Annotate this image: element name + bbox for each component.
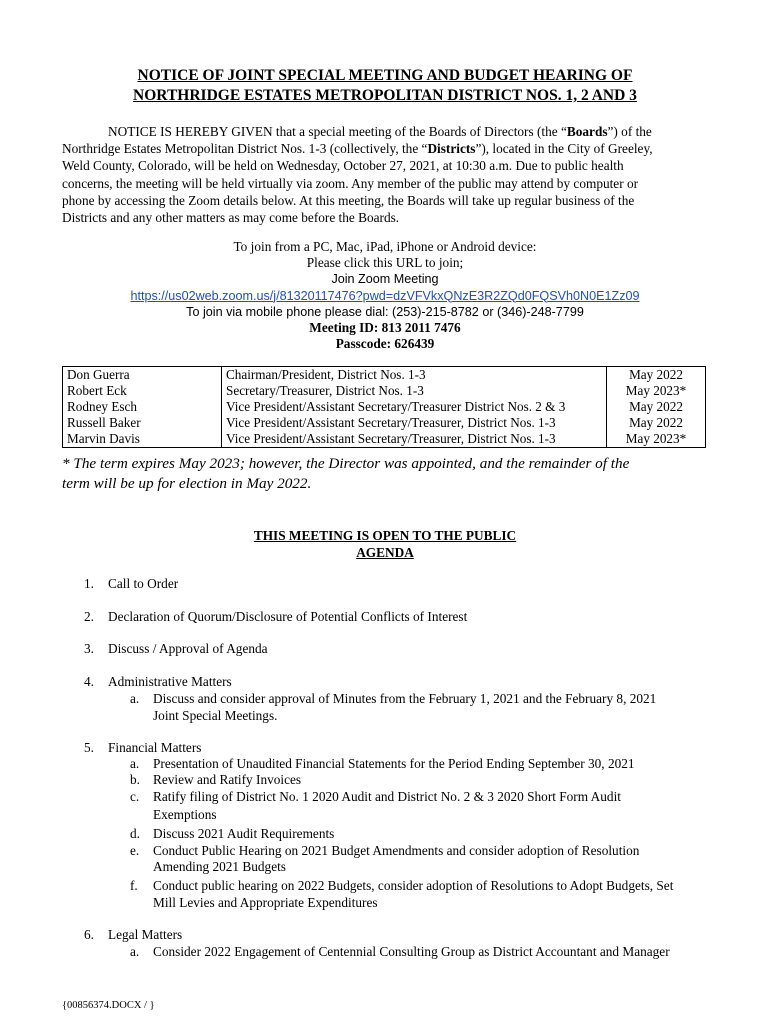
director-term: May 2023* [607, 383, 706, 399]
agenda-item-text: Financial Matters [108, 740, 202, 755]
agenda-subitem [130, 771, 301, 788]
agenda-subitem [130, 842, 639, 859]
director-title: Chairman/President, District Nos. 1-3 [222, 367, 607, 384]
directors-table [62, 366, 706, 448]
boards-term: Boards [566, 124, 608, 139]
agenda-item-number: 6. [84, 927, 94, 942]
subitem-text: Review and Ratify Invoices [153, 772, 302, 787]
director-term: May 2022 [607, 367, 706, 384]
director-term: May 2023* [607, 431, 706, 448]
agenda-title: AGENDA [356, 545, 414, 560]
intro-line-3: Weld County, Colorado, will be held on Wednesday, October 27, 2021, at 10:30 a.m. Due to public health [62, 158, 624, 174]
table-row [63, 431, 706, 448]
agenda-item-number: 3. [84, 641, 94, 656]
districts-term: Districts [427, 141, 476, 157]
agenda-item [84, 673, 232, 690]
agenda-heading [60, 527, 710, 561]
subitem-letter: e. [130, 843, 140, 858]
director-term: May 2022 [607, 399, 706, 415]
subitem-letter: a. [130, 691, 140, 706]
table-row [63, 415, 706, 431]
open-to-public-heading: THIS MEETING IS OPEN TO THE PUBLIC [253, 528, 517, 543]
subitem-letter: c. [130, 789, 140, 804]
subitem-letter: a. [130, 944, 140, 959]
subitem-letter: a. [130, 756, 140, 771]
subitem-text: Ratify filing of District No. 1 2020 Audit and District No. 2 & 3 2020 Short Form Audit [153, 789, 621, 804]
subitem-text: Discuss 2021 Audit Requirements [153, 826, 335, 841]
agenda-subitem-continued: Amending 2021 Budgets [153, 859, 286, 874]
title-line-1: NOTICE OF JOINT SPECIAL MEETING AND BUDGET HEARING OF [137, 67, 633, 84]
agenda-item-number: 5. [84, 740, 94, 755]
join-zoom-meeting-text: Join Zoom Meeting [331, 272, 439, 287]
agenda-subitem-continued: Mill Levies and Appropriate Expenditures [153, 895, 378, 910]
director-title: Secretary/Treasurer, District Nos. 1-3 [222, 383, 607, 399]
agenda-item-number: 2. [84, 609, 94, 624]
subitem-letter: d. [130, 826, 140, 841]
agenda-item-text: Declaration of Quorum/Disclosure of Potential Conflicts of Interest [108, 609, 468, 624]
director-name: Robert Eck [63, 383, 222, 399]
director-name: Rodney Esch [63, 399, 222, 415]
intro-line-4: concerns, the meeting will be held virtually via zoom. Any member of the public may attend by computer or [62, 175, 639, 191]
subitem-text: Consider 2022 Engagement of Centennial Consulting Group as District Accountant and Manager [153, 944, 670, 959]
agenda-subitem [130, 825, 334, 842]
join-device-text: To join from a PC, Mac, iPad, iPhone or Android device: [233, 239, 537, 254]
agenda-item-text: Administrative Matters [108, 674, 232, 689]
intro-text: ”) of the [607, 124, 652, 139]
zoom-url-link[interactable]: https://us02web.zoom.us/j/81320117476?pwd=dzVFVkxQNzE3R2ZQd0FQSVh0N0E1Zz09 [130, 288, 640, 303]
subitem-text: Conduct public hearing on 2022 Budgets, consider adoption of Resolutions to Adopt Budgets, Set [153, 878, 674, 893]
intro-line-5: phone by accessing the Zoom details below. At this meeting, the Boards will take up regular business of the [62, 192, 635, 208]
director-name: Russell Baker [63, 415, 222, 431]
table-row [63, 367, 706, 384]
title-line-2: NORTHRIDGE ESTATES METROPOLITAN DISTRICT NOS. 1, 2 AND 3 [133, 87, 637, 104]
document-footer-id: {00856374.DOCX / } [62, 1000, 155, 1011]
director-title: Vice President/Assistant Secretary/Treasurer, District Nos. 1-3 [222, 431, 607, 448]
agenda-item [84, 739, 201, 756]
subitem-text: Discuss and consider approval of Minutes from the February 1, 2021 and the February 8, 2021 [153, 691, 657, 706]
agenda-item [84, 926, 182, 943]
term-footnote [62, 454, 722, 494]
director-name: Marvin Davis [63, 431, 222, 448]
intro-paragraph [62, 123, 712, 226]
notice-title [60, 66, 710, 106]
table-row [63, 383, 706, 399]
subitem-text: Conduct Public Hearing on 2021 Budget Amendments and consider adoption of Resolution [153, 843, 640, 858]
table-row [63, 399, 706, 415]
passcode: Passcode: 626439 [335, 336, 435, 352]
agenda-subitem [130, 755, 635, 772]
meeting-id: Meeting ID: 813 2011 7476 [309, 320, 461, 336]
intro-line-1 [62, 123, 712, 140]
intro-text: Northridge Estates Metropolitan District Nos. 1-3 (collectively, the “ [62, 141, 428, 157]
footnote-line-2: term will be up for election in May 2022. [62, 475, 312, 492]
agenda-item [84, 608, 467, 625]
click-url-text: Please click this URL to join; [306, 255, 464, 271]
subitem-letter: f. [130, 878, 138, 893]
agenda-subitem [130, 877, 673, 894]
agenda-subitem [130, 690, 656, 707]
agenda-subitem [130, 788, 621, 805]
agenda-subitem-continued: Joint Special Meetings. [153, 708, 278, 723]
intro-text: NOTICE IS HEREBY GIVEN that a special meeting of the Boards of Directors (the “ [108, 124, 567, 139]
intro-line-2 [62, 140, 712, 157]
subitem-letter: b. [130, 772, 140, 787]
director-title: Vice President/Assistant Secretary/Treasurer, District Nos. 1-3 [222, 415, 607, 431]
agenda-item-text: Discuss / Approval of Agenda [108, 641, 268, 656]
agenda-item-text: Legal Matters [108, 927, 183, 942]
subitem-text: Presentation of Unaudited Financial Statements for the Period Ending September 30, 2021 [153, 756, 635, 771]
agenda-item-text: Call to Order [108, 576, 179, 591]
intro-line-6: Districts and any other matters as may come before the Boards. [62, 210, 400, 226]
agenda-item [84, 575, 178, 592]
intro-text: ”), located in the City of Greeley, [475, 141, 653, 157]
agenda-item-number: 4. [84, 674, 94, 689]
footnote-line-1: * The term expires May 2023; however, the Director was appointed, and the remainder of the [62, 455, 630, 472]
director-title: Vice President/Assistant Secretary/Treasurer District Nos. 2 & 3 [222, 399, 607, 415]
director-name: Don Guerra [63, 367, 222, 384]
zoom-details [60, 239, 710, 352]
director-term: May 2022 [607, 415, 706, 431]
agenda-subitem [130, 943, 670, 960]
agenda-item [84, 640, 268, 657]
agenda-subitem-continued: Exemptions [153, 807, 217, 822]
phone-dial-text: To join via mobile phone please dial: (253)-215-8782 or (346)-248-7799 [186, 304, 584, 319]
agenda-item-number: 1. [84, 576, 94, 591]
